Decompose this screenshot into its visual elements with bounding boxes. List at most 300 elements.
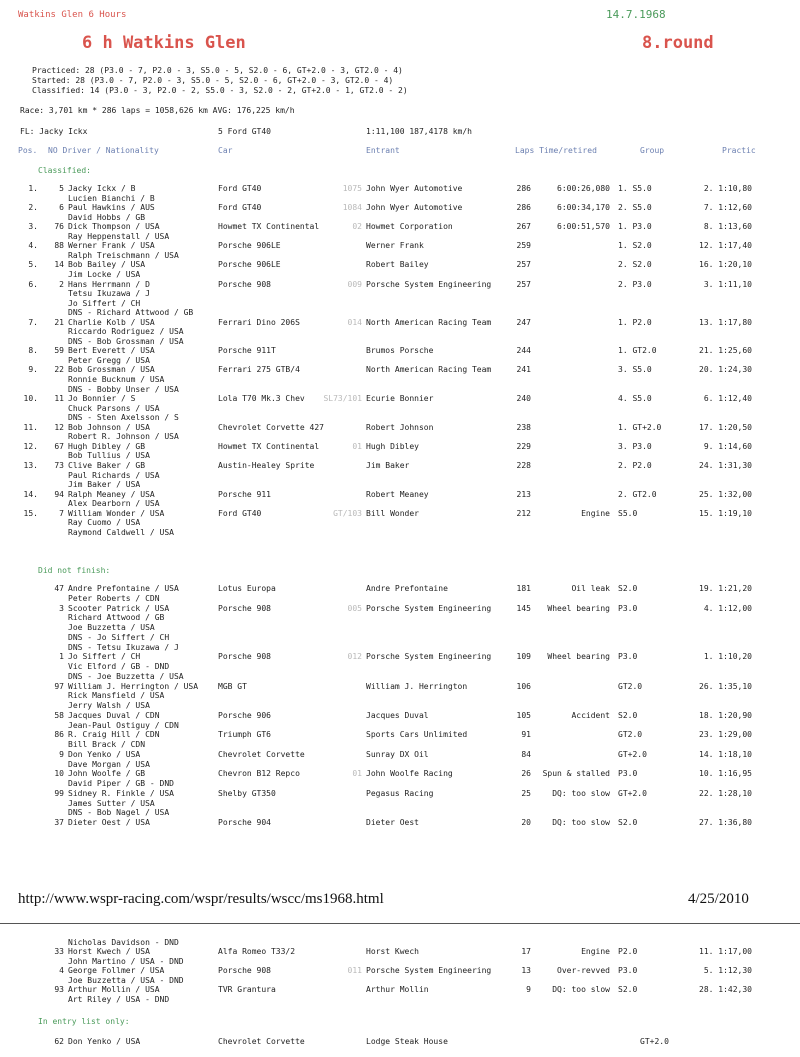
- driver-name: Horst Kwech / USA: [68, 947, 150, 956]
- co-driver: Paul Richards / USA: [68, 470, 160, 480]
- driver-name: Clive Baker / GB: [68, 460, 146, 470]
- car-model: Lotus Europa: [218, 584, 276, 593]
- driver-name: Charlie Kolb / USA: [68, 317, 155, 327]
- driver-name: Werner Frank / USA: [68, 241, 155, 251]
- laps-completed: 84: [521, 749, 531, 759]
- car-model: Lola T70 Mk.3 Chev: [218, 394, 305, 404]
- co-driver: James Sutter / USA: [68, 798, 155, 808]
- car-model: Porsche 908: [218, 966, 271, 975]
- co-driver: Rick Mansfield / USA: [68, 691, 165, 701]
- class-group: S2.0: [618, 710, 638, 720]
- class-group: GT2.0: [618, 730, 643, 740]
- practice-result: 10. 1:16,95: [699, 769, 752, 779]
- co-driver: Tetsu Ikuzawa / J: [68, 289, 150, 299]
- entrant-name: Sunray DX Oil: [366, 749, 429, 759]
- time-or-reason: Over-revved: [557, 966, 610, 975]
- laps-completed: 106: [516, 681, 531, 691]
- class-group: 1. S5.0: [618, 184, 652, 193]
- entrant-name: Jacques Duval: [366, 710, 429, 720]
- classified-summary: Classified: 14 (P3.0 - 3, P2.0 - 2, S5.0 - 3, S2.0 - 2, GT+2.0 - 1, GT2.0 - 2): [32, 86, 408, 95]
- col-pos: Pos.: [18, 146, 38, 155]
- practice-result: 4. 1:12,00: [703, 603, 752, 613]
- fastest-lap-driver: FL: Jacky Ickx: [20, 127, 88, 136]
- car-model: Porsche 911: [218, 489, 271, 499]
- time-or-reason: 6:00:26,080: [557, 184, 610, 193]
- fastest-lap-time: 1:11,100 187,4178 km/h: [366, 127, 472, 136]
- car-model: MGB GT: [218, 681, 247, 691]
- co-driver: Chuck Parsons / USA: [68, 403, 160, 413]
- practice-result: 3. 1:11,10: [703, 279, 752, 289]
- practice-result: 6. 1:12,40: [703, 394, 752, 404]
- class-group: 4. S5.0: [618, 394, 652, 404]
- result-position: 13.: [23, 460, 38, 470]
- car-number: 93: [54, 985, 64, 994]
- co-driver: DNS - Jo Siffert / CH: [68, 632, 170, 642]
- co-driver: Jo Siffert / CH: [68, 298, 141, 308]
- co-driver: Joe Buzzetta / USA: [68, 623, 155, 632]
- entrant-name: Porsche System Engineering: [366, 603, 492, 613]
- entrant-name: Sports Cars Unlimited: [366, 730, 468, 740]
- practice-result: 23. 1:29,00: [699, 730, 752, 740]
- col-car: Car: [218, 146, 233, 155]
- class-group: S2.0: [618, 985, 638, 994]
- laps-completed: 212: [516, 508, 531, 518]
- car-number: 62: [54, 1037, 64, 1046]
- col-entrant: Entrant: [366, 146, 400, 155]
- practice-result: 21. 1:25,60: [699, 346, 752, 356]
- fastest-lap-car: 5 Ford GT40: [218, 127, 271, 136]
- driver-name: Andre Prefontaine / USA: [68, 584, 179, 593]
- practice-result: 16. 1:20,10: [699, 260, 752, 270]
- print-date: 4/25/2010: [688, 891, 749, 907]
- driver-name: R. Craig Hill / CDN: [68, 730, 160, 740]
- laps-completed: 20: [521, 818, 531, 827]
- laps-completed: 25: [521, 788, 531, 798]
- result-position: 11.: [23, 422, 38, 432]
- practice-result: 8. 1:13,60: [703, 222, 752, 232]
- time-or-reason: DQ: too slow: [552, 788, 610, 798]
- car-model: Porsche 908: [218, 652, 271, 662]
- practice-result: 11. 1:17,00: [699, 947, 752, 956]
- co-driver: Richard Attwood / GB: [68, 613, 165, 623]
- class-group: S2.0: [618, 584, 638, 593]
- time-or-reason: DQ: too slow: [552, 818, 610, 827]
- car-number: 97: [54, 681, 64, 691]
- class-group: 2. S2.0: [618, 260, 652, 270]
- car-model: Porsche 908: [218, 279, 271, 289]
- car-model: Ford GT40: [218, 508, 262, 518]
- entrant-name: Robert Meaney: [366, 489, 429, 499]
- class-group: 1. P3.0: [618, 222, 652, 232]
- laps-completed: 109: [516, 652, 531, 662]
- driver-name: George Follmer / USA: [68, 966, 165, 975]
- practiced-summary: Practiced: 28 (P3.0 - 7, P2.0 - 3, S5.0 - 5, S2.0 - 6, GT+2.0 - 3, GT2.0 - 4): [32, 66, 403, 75]
- car-model: Porsche 911T: [218, 346, 276, 356]
- car-model: Chevron B12 Repco: [218, 769, 300, 779]
- car-number: 1: [59, 652, 64, 662]
- car-model: Chevrolet Corvette 427: [218, 422, 324, 432]
- entrant-name: Horst Kwech: [366, 947, 419, 956]
- co-driver: John Martino / USA - DND: [68, 956, 184, 966]
- entrant-name: John Woolfe Racing: [366, 769, 453, 779]
- practice-result: 22. 1:28,10: [699, 788, 752, 798]
- co-driver: DNS - Bob Grossman / USA: [68, 336, 184, 346]
- entrant-name: Robert Johnson: [366, 422, 434, 432]
- driver-name: Jo Bonnier / S: [68, 394, 136, 404]
- co-driver: DNS - Tetsu Ikuzawa / J: [68, 642, 179, 652]
- entrant-name: John Wyer Automotive: [366, 203, 463, 213]
- time-or-reason: Engine: [581, 947, 610, 956]
- co-driver: Peter Roberts / CDN: [68, 593, 160, 603]
- practice-result: 25. 1:32,00: [699, 489, 752, 499]
- practice-result: 15. 1:19,10: [699, 508, 752, 518]
- car-number: 14: [54, 260, 64, 270]
- car-number: 94: [54, 489, 64, 499]
- result-position: 12.: [23, 441, 38, 451]
- chassis-number: SL73/101: [323, 394, 362, 404]
- car-model: Ferrari Dino 206S: [218, 317, 300, 327]
- co-driver: Ronnie Bucknum / USA: [68, 375, 165, 384]
- result-position: 14.: [23, 489, 38, 499]
- co-driver: Ralph Treischmann / USA: [68, 250, 179, 260]
- entrant-name: Howmet Corporation: [366, 222, 453, 232]
- car-number: 88: [54, 241, 64, 251]
- co-driver: Bill Brack / CDN: [68, 740, 146, 749]
- driver-name: Scooter Patrick / USA: [68, 603, 170, 613]
- chassis-number: 01: [352, 769, 362, 779]
- laps-completed: 17: [521, 947, 531, 956]
- practice-result: 17. 1:20,50: [699, 422, 752, 432]
- car-number: 33: [54, 947, 64, 956]
- result-position: 6.: [28, 279, 38, 289]
- laps-completed: 286: [516, 184, 531, 193]
- driver-name: Bert Everett / USA: [68, 346, 155, 356]
- driver-name: John Woolfe / GB: [68, 769, 146, 779]
- result-position: 10.: [23, 394, 38, 404]
- car-model: Triumph GT6: [218, 730, 271, 740]
- co-driver: David Hobbs / GB: [68, 212, 146, 222]
- practice-result: 20. 1:24,30: [699, 365, 752, 375]
- col-practice: Practic: [722, 146, 756, 155]
- class-group: P3.0: [618, 966, 638, 975]
- time-or-reason: 6:00:34,170: [557, 203, 610, 213]
- result-position: 15.: [23, 508, 38, 518]
- result-position: 2.: [28, 203, 38, 213]
- laps-completed: 244: [516, 346, 531, 356]
- car-number: 22: [54, 365, 64, 375]
- car-model: Porsche 906LE: [218, 241, 281, 251]
- laps-completed: 240: [516, 394, 531, 404]
- class-group: S2.0: [618, 818, 638, 827]
- class-group: 1. S2.0: [618, 241, 652, 251]
- class-group: P3.0: [618, 652, 638, 662]
- car-number: 4: [59, 966, 64, 975]
- co-driver: David Piper / GB - DND: [68, 779, 174, 788]
- time-or-reason: Oil leak: [571, 584, 610, 593]
- co-driver: Dave Morgan / USA: [68, 759, 150, 769]
- source-url: http://www.wspr-racing.com/wspr/results/wscc/ms1968.html: [18, 891, 384, 907]
- practice-result: 18. 1:20,90: [699, 710, 752, 720]
- car-number: 86: [54, 730, 64, 740]
- page-divider: [0, 923, 800, 924]
- round-label: 8.round: [642, 33, 714, 53]
- car-number: 7: [59, 508, 64, 518]
- class-group: 2. GT2.0: [618, 489, 657, 499]
- laps-completed: 286: [516, 203, 531, 213]
- chassis-number: 005: [347, 603, 362, 613]
- laps-completed: 228: [516, 460, 531, 470]
- laps-completed: 257: [516, 260, 531, 270]
- driver-name: Bob Johnson / USA: [68, 422, 150, 432]
- entrant-name: Pegasus Racing: [366, 788, 434, 798]
- car-number: 6: [59, 203, 64, 213]
- driver-name: Hugh Dibley / GB: [68, 441, 146, 451]
- event-date: 14.7.1968: [606, 8, 666, 21]
- col-no-driver: NO Driver / Nationality: [48, 146, 159, 155]
- practice-result: 9. 1:14,60: [703, 441, 752, 451]
- car-model: Howmet TX Continental: [218, 441, 320, 451]
- practice-result: 7. 1:12,60: [703, 203, 752, 213]
- class-group: P3.0: [618, 603, 638, 613]
- co-driver: Jim Baker / USA: [68, 480, 141, 490]
- chassis-number: 1084: [342, 203, 362, 213]
- practice-result: 1. 1:10,20: [703, 652, 752, 662]
- car-number: 3: [59, 603, 64, 613]
- entrant-name: Andre Prefontaine: [366, 584, 448, 593]
- entrant-name: William J. Herrington: [366, 681, 468, 691]
- co-driver: Riccardo Rodriguez / USA: [68, 327, 184, 337]
- class-group: 2. S5.0: [618, 203, 652, 213]
- entrant-name: Dieter Oest: [366, 818, 419, 827]
- chassis-number: 009: [347, 279, 362, 289]
- driver-name: Jacky Ickx / B: [68, 184, 136, 193]
- car-model: Ford GT40: [218, 203, 262, 213]
- time-or-reason: Wheel bearing: [547, 652, 610, 662]
- co-driver: DNS - Bob Nagel / USA: [68, 808, 170, 818]
- laps-completed: 247: [516, 317, 531, 327]
- class-group: 3. S5.0: [618, 365, 652, 375]
- result-position: 9.: [28, 365, 38, 375]
- car-model: Chevrolet Corvette: [218, 1037, 305, 1046]
- co-driver: DNS - Bobby Unser / USA: [68, 384, 179, 394]
- car-model: Chevrolet Corvette: [218, 749, 305, 759]
- class-group: 2. P2.0: [618, 460, 652, 470]
- laps-completed: 229: [516, 441, 531, 451]
- driver-name: Bob Bailey / USA: [68, 260, 146, 270]
- class-group: GT2.0: [618, 681, 643, 691]
- time-or-reason: 6:00:51,570: [557, 222, 610, 232]
- car-model: Porsche 908: [218, 603, 271, 613]
- driver-name: Jacques Duval / CDN: [68, 710, 160, 720]
- co-driver: Jim Locke / USA: [68, 269, 141, 279]
- entrant-name: Arthur Mollin: [366, 985, 429, 994]
- time-or-reason: Engine: [581, 508, 610, 518]
- co-driver: Lucien Bianchi / B: [68, 193, 155, 203]
- practice-result: 12. 1:17,40: [699, 241, 752, 251]
- laps-completed: 213: [516, 489, 531, 499]
- driver-name: Dick Thompson / USA: [68, 222, 160, 232]
- entrant-name: Brumos Porsche: [366, 346, 434, 356]
- started-summary: Started: 28 (P3.0 - 7, P2.0 - 3, S5.0 - 5, S2.0 - 6, GT+2.0 - 3, GT2.0 - 4): [32, 76, 394, 85]
- entrant-name: North American Racing Team: [366, 317, 492, 327]
- driver-name: William J. Herrington / USA: [68, 681, 199, 691]
- entrant-name: Porsche System Engineering: [366, 966, 492, 975]
- entrant-name: Robert Bailey: [366, 260, 429, 270]
- class-group: GT+2.0: [618, 749, 647, 759]
- col-group: Group: [640, 146, 665, 155]
- co-driver: Vic Elford / GB - DND: [68, 662, 170, 671]
- practice-result: 28. 1:42,30: [699, 985, 752, 994]
- driver-name: Paul Hawkins / AUS: [68, 203, 155, 213]
- car-model: Shelby GT350: [218, 788, 276, 798]
- driver-name: Ralph Meaney / USA: [68, 489, 155, 499]
- class-group: P3.0: [618, 769, 638, 779]
- co-driver: Raymond Caldwell / USA: [68, 527, 174, 537]
- col-laps-time: Laps Time/retired: [515, 146, 597, 155]
- car-model: Howmet TX Continental: [218, 222, 320, 232]
- chassis-number: 011: [347, 966, 362, 975]
- entrant-name: Porsche System Engineering: [366, 652, 492, 662]
- entrant-name: Jim Baker: [366, 460, 410, 470]
- entrant-name: Ecurie Bonnier: [366, 394, 434, 404]
- laps-completed: 91: [521, 730, 531, 740]
- entrant-name: Lodge Steak House: [366, 1037, 448, 1046]
- driver-name: William Wonder / USA: [68, 508, 165, 518]
- entrant-name: Porsche System Engineering: [366, 279, 492, 289]
- co-driver: DNS - Joe Buzzetta / USA: [68, 671, 184, 681]
- entrant-name: Hugh Dibley: [366, 441, 419, 451]
- practice-result: 13. 1:17,80: [699, 317, 752, 327]
- section-dnf: Did not finish:: [38, 566, 111, 575]
- car-model: Alfa Romeo T33/2: [218, 947, 296, 956]
- car-model: Ford GT40: [218, 184, 262, 193]
- result-position: 4.: [28, 241, 38, 251]
- car-model: Austin-Healey Sprite: [218, 460, 315, 470]
- section-entry-only: In entry list only:: [38, 1017, 130, 1026]
- driver-name: Don Yenko / USA: [68, 1037, 141, 1046]
- laps-completed: 9: [526, 985, 531, 994]
- class-group: GT+2.0: [640, 1037, 669, 1046]
- laps-completed: 241: [516, 365, 531, 375]
- co-driver: Art Riley / USA - DND: [68, 994, 170, 1004]
- class-group: 1. GT2.0: [618, 346, 657, 356]
- car-model: Porsche 906: [218, 710, 271, 720]
- result-position: 7.: [28, 317, 38, 327]
- practice-result: 26. 1:35,10: [699, 681, 752, 691]
- race-summary: Race: 3,701 km * 286 laps = 1058,626 km AVG: 176,225 km/h: [20, 106, 295, 115]
- car-number: 59: [54, 346, 64, 356]
- practice-result: 2. 1:10,80: [703, 184, 752, 193]
- co-driver: Ray Heppenstall / USA: [68, 231, 170, 241]
- car-number: 76: [54, 222, 64, 232]
- time-or-reason: Accident: [571, 710, 610, 720]
- chassis-number: 01: [352, 441, 362, 451]
- car-model: Porsche 904: [218, 818, 271, 827]
- chassis-number: GT/103: [333, 508, 362, 518]
- car-model: Porsche 906LE: [218, 260, 281, 270]
- car-number: 58: [54, 710, 64, 720]
- time-or-reason: Wheel bearing: [547, 603, 610, 613]
- car-number: 73: [54, 460, 64, 470]
- result-position: 8.: [28, 346, 38, 356]
- section-classified: Classified:: [38, 166, 91, 175]
- page-title: 6 h Watkins Glen: [82, 33, 246, 53]
- laps-completed: 181: [516, 584, 531, 593]
- chassis-number: 012: [347, 652, 362, 662]
- chassis-number: 014: [347, 317, 362, 327]
- class-group: 2. P3.0: [618, 279, 652, 289]
- laps-completed: 267: [516, 222, 531, 232]
- class-group: 1. GT+2.0: [618, 422, 662, 432]
- entrant-name: Bill Wonder: [366, 508, 419, 518]
- laps-completed: 145: [516, 603, 531, 613]
- result-position: 1.: [28, 184, 38, 193]
- time-or-reason: DQ: too slow: [552, 985, 610, 994]
- class-group: S5.0: [618, 508, 638, 518]
- driver-name: Arthur Mollin / USA: [68, 985, 160, 994]
- co-driver: Jean-Paul Ostiguy / CDN: [68, 720, 179, 730]
- practice-result: 5. 1:12,30: [703, 966, 752, 975]
- car-number: 9: [59, 749, 64, 759]
- time-or-reason: Spun & stalled: [542, 769, 610, 779]
- laps-completed: 26: [521, 769, 531, 779]
- class-group: 3. P3.0: [618, 441, 652, 451]
- car-number: 21: [54, 317, 64, 327]
- co-driver: Joe Buzzetta / USA - DND: [68, 975, 184, 985]
- car-model: Ferrari 275 GTB/4: [218, 365, 300, 375]
- car-number: 12: [54, 422, 64, 432]
- chassis-number: 02: [352, 222, 362, 232]
- car-number: 2: [59, 279, 64, 289]
- driver-name: Hans Herrmann / D: [68, 279, 150, 289]
- co-driver: Alex Dearborn / USA: [68, 499, 160, 509]
- co-driver: Bob Tullius / USA: [68, 451, 150, 461]
- laps-completed: 238: [516, 422, 531, 432]
- class-group: 1. P2.0: [618, 317, 652, 327]
- carry-over-driver: Nicholas Davidson - DND: [68, 938, 179, 947]
- laps-completed: 257: [516, 279, 531, 289]
- car-number: 99: [54, 788, 64, 798]
- co-driver: Robert R. Johnson / USA: [68, 432, 179, 442]
- entrant-name: Werner Frank: [366, 241, 424, 251]
- co-driver: DNS - Richard Attwood / GB: [68, 308, 194, 318]
- class-group: P2.0: [618, 947, 638, 956]
- car-number: 5: [59, 184, 64, 193]
- co-driver: Peter Gregg / USA: [68, 355, 150, 365]
- practice-result: 14. 1:18,10: [699, 749, 752, 759]
- driver-name: Sidney R. Finkle / USA: [68, 788, 174, 798]
- event-short-name: Watkins Glen 6 Hours: [18, 10, 127, 20]
- result-position: 3.: [28, 222, 38, 232]
- car-number: 11: [54, 394, 64, 404]
- driver-name: Don Yenko / USA: [68, 749, 141, 759]
- car-number: 10: [54, 769, 64, 779]
- entrant-name: North American Racing Team: [366, 365, 492, 375]
- co-driver: Ray Cuomo / USA: [68, 518, 141, 528]
- car-model: TVR Grantura: [218, 985, 276, 994]
- driver-name: Jo Siffert / CH: [68, 652, 141, 662]
- co-driver: Jerry Walsh / USA: [68, 701, 150, 710]
- practice-result: 24. 1:31,30: [699, 460, 752, 470]
- result-position: 5.: [28, 260, 38, 270]
- car-number: 37: [54, 818, 64, 827]
- driver-name: Dieter Oest / USA: [68, 818, 150, 827]
- co-driver: DNS - Sten Axelsson / S: [68, 413, 179, 423]
- chassis-number: 1075: [342, 184, 362, 193]
- car-number: 47: [54, 584, 64, 593]
- laps-completed: 259: [516, 241, 531, 251]
- laps-completed: 105: [516, 710, 531, 720]
